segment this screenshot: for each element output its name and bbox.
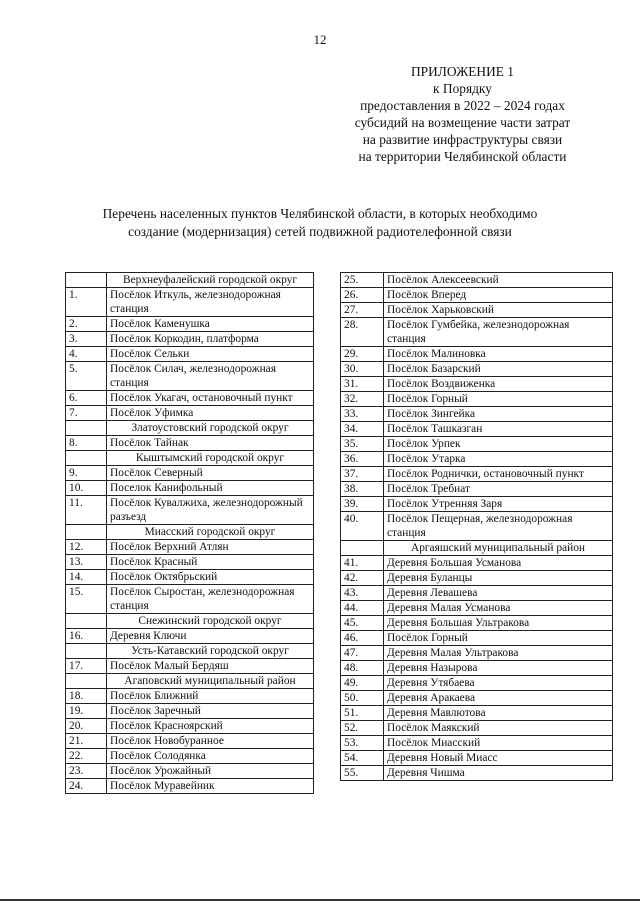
- page-number: 12: [313, 32, 327, 47]
- table-row: [66, 288, 314, 317]
- settlement-name: Посёлок Тайнак: [107, 436, 314, 451]
- table-row: [341, 273, 613, 288]
- settlement-name: Посёлок Пещерная, железнодорожная станция: [384, 512, 613, 541]
- settlement-name: Посёлок Утренняя Заря: [384, 497, 613, 512]
- table-row: [341, 288, 613, 303]
- table-row: [341, 407, 613, 422]
- district-row: [66, 644, 314, 659]
- table-row: [341, 362, 613, 377]
- row-number: 15.: [66, 585, 107, 614]
- settlement-name: Посёлок Гумбейка, железнодорожная станция: [384, 318, 613, 347]
- settlement-name: Деревня Новый Миасс: [384, 751, 613, 766]
- appendix-line: на развитие инфраструктуры связи: [362, 132, 563, 147]
- table-row: [341, 676, 613, 691]
- district-name: Аргаяшский муниципальный район: [384, 541, 613, 556]
- row-number: 42.: [341, 571, 384, 586]
- table-row: [66, 555, 314, 570]
- district-name: Кыштымский городской округ: [107, 451, 314, 466]
- row-number: 41.: [341, 556, 384, 571]
- district-name: Миасский городской округ: [107, 525, 314, 540]
- settlement-name: Посёлок Заречный: [107, 704, 314, 719]
- row-number: 46.: [341, 631, 384, 646]
- settlement-name: Посёлок Коркодин, платформа: [107, 332, 314, 347]
- bottom-rule: [0, 899, 640, 901]
- table-row: [341, 467, 613, 482]
- row-number: 9.: [66, 466, 107, 481]
- row-number: [66, 614, 107, 629]
- row-number: 13.: [66, 555, 107, 570]
- row-number: 55.: [341, 766, 384, 781]
- row-number: 38.: [341, 482, 384, 497]
- settlement-name: Посёлок Верхний Атлян: [107, 540, 314, 555]
- settlement-name: Посёлок Муравейник: [107, 779, 314, 794]
- settlement-name: Деревня Левашева: [384, 586, 613, 601]
- settlement-name: Посёлок Новобуранное: [107, 734, 314, 749]
- table-row: [341, 303, 613, 318]
- row-number: 26.: [341, 288, 384, 303]
- table-row: [341, 452, 613, 467]
- row-number: 36.: [341, 452, 384, 467]
- settlement-name: Деревня Утябаева: [384, 676, 613, 691]
- table-row: [341, 347, 613, 362]
- district-name: Златоустовский городской округ: [107, 421, 314, 436]
- row-number: [66, 451, 107, 466]
- table-row: [341, 601, 613, 616]
- settlement-name: Посёлок Каменушка: [107, 317, 314, 332]
- row-number: 18.: [66, 689, 107, 704]
- settlement-name: Посёлок Сыростан, железнодорожная станция: [107, 585, 314, 614]
- row-number: 6.: [66, 391, 107, 406]
- settlement-name: Посёлок Северный: [107, 466, 314, 481]
- settlement-name: Деревня Буланцы: [384, 571, 613, 586]
- settlement-name: Посёлок Красноярский: [107, 719, 314, 734]
- row-number: 49.: [341, 676, 384, 691]
- row-number: 24.: [66, 779, 107, 794]
- row-number: 10.: [66, 481, 107, 496]
- settlement-name: Посёлок Урожайный: [107, 764, 314, 779]
- table-row: [341, 377, 613, 392]
- row-number: [66, 525, 107, 540]
- row-number: 52.: [341, 721, 384, 736]
- settlement-name: Деревня Мавлютова: [384, 706, 613, 721]
- district-row: [66, 273, 314, 288]
- table-row: [66, 704, 314, 719]
- table-row: [341, 691, 613, 706]
- row-number: 39.: [341, 497, 384, 512]
- row-number: 21.: [66, 734, 107, 749]
- settlement-name: Посёлок Красный: [107, 555, 314, 570]
- table-row: [341, 751, 613, 766]
- row-number: 30.: [341, 362, 384, 377]
- appendix-header: [330, 63, 595, 165]
- document-title-line: Перечень населенных пунктов Челябинской области, в которых необходимо: [102, 206, 538, 221]
- row-number: 3.: [66, 332, 107, 347]
- district-row: [66, 674, 314, 689]
- settlement-name: Деревня Ключи: [107, 629, 314, 644]
- appendix-title: ПРИЛОЖЕНИЕ 1: [411, 64, 514, 79]
- table-row: [66, 749, 314, 764]
- row-number: 37.: [341, 467, 384, 482]
- table-row: [66, 466, 314, 481]
- table-row: [341, 766, 613, 781]
- row-number: 45.: [341, 616, 384, 631]
- row-number: 25.: [341, 273, 384, 288]
- settlement-name: Посёлок Харьковский: [384, 303, 613, 318]
- table-row: [341, 556, 613, 571]
- settlement-name: Посёлок Вперед: [384, 288, 613, 303]
- table-row: [66, 406, 314, 421]
- table-row: [66, 317, 314, 332]
- settlement-name: Посёлок Утарка: [384, 452, 613, 467]
- table-row: [341, 586, 613, 601]
- table-row: [341, 482, 613, 497]
- settlement-name: Посёлок Требиат: [384, 482, 613, 497]
- settlement-name: Посёлок Алексеевский: [384, 273, 613, 288]
- settlement-name: Посёлок Укагач, остановочный пункт: [107, 391, 314, 406]
- row-number: 44.: [341, 601, 384, 616]
- table-row: [66, 496, 314, 525]
- row-number: 34.: [341, 422, 384, 437]
- settlement-name: Деревня Большая Усманова: [384, 556, 613, 571]
- table-row: [66, 734, 314, 749]
- row-number: 1.: [66, 288, 107, 317]
- table-row: [66, 332, 314, 347]
- row-number: [341, 541, 384, 556]
- row-number: 11.: [66, 496, 107, 525]
- table-row: [341, 437, 613, 452]
- row-number: 32.: [341, 392, 384, 407]
- table-row: [341, 616, 613, 631]
- settlement-name: Поселок Канифольный: [107, 481, 314, 496]
- row-number: 16.: [66, 629, 107, 644]
- settlement-name: Посёлок Горный: [384, 392, 613, 407]
- table-row: [66, 391, 314, 406]
- district-name: Агаповский муниципальный район: [107, 674, 314, 689]
- table-row: [341, 318, 613, 347]
- table-row: [66, 779, 314, 794]
- row-number: 28.: [341, 318, 384, 347]
- table-row: [341, 512, 613, 541]
- table-row: [66, 629, 314, 644]
- appendix-line: предоставления в 2022 – 2024 годах: [360, 98, 565, 113]
- district-row: [66, 614, 314, 629]
- settlement-name: Посёлок Урпек: [384, 437, 613, 452]
- table-row: [341, 736, 613, 751]
- row-number: [66, 674, 107, 689]
- table-row: [66, 585, 314, 614]
- row-number: 5.: [66, 362, 107, 391]
- settlement-name: Деревня Аракаева: [384, 691, 613, 706]
- row-number: 22.: [66, 749, 107, 764]
- row-number: 7.: [66, 406, 107, 421]
- row-number: 40.: [341, 512, 384, 541]
- settlement-name: Посёлок Силач, железнодорожная станция: [107, 362, 314, 391]
- row-number: 20.: [66, 719, 107, 734]
- row-number: 12.: [66, 540, 107, 555]
- settlement-name: Посёлок Зингейка: [384, 407, 613, 422]
- settlement-name: Посёлок Кувалжиха, железнодорожный разъезд: [107, 496, 314, 525]
- row-number: 29.: [341, 347, 384, 362]
- table-row: [66, 570, 314, 585]
- settlement-name: Посёлок Базарский: [384, 362, 613, 377]
- row-number: 31.: [341, 377, 384, 392]
- table-row: [341, 392, 613, 407]
- settlements-table-left: [65, 272, 314, 794]
- settlement-name: Деревня Малая Усманова: [384, 601, 613, 616]
- appendix-line: к Порядку: [433, 81, 492, 96]
- table-row: [66, 540, 314, 555]
- settlement-name: Посёлок Иткуль, железнодорожная станция: [107, 288, 314, 317]
- row-number: 50.: [341, 691, 384, 706]
- row-number: 19.: [66, 704, 107, 719]
- settlement-name: Деревня Чишма: [384, 766, 613, 781]
- settlement-name: Посёлок Малый Бердяш: [107, 659, 314, 674]
- table-row: [66, 481, 314, 496]
- settlement-name: Посёлок Сельки: [107, 347, 314, 362]
- row-number: 43.: [341, 586, 384, 601]
- settlement-name: Посёлок Октябрьский: [107, 570, 314, 585]
- district-row: [341, 541, 613, 556]
- row-number: 33.: [341, 407, 384, 422]
- table-row: [66, 659, 314, 674]
- table-row: [66, 689, 314, 704]
- row-number: 14.: [66, 570, 107, 585]
- row-number: 47.: [341, 646, 384, 661]
- table-row: [341, 721, 613, 736]
- document-title-line: создание (модернизация) сетей подвижной радиотелефонной связи: [128, 224, 512, 239]
- row-number: 4.: [66, 347, 107, 362]
- table-row: [341, 706, 613, 721]
- document-title: [40, 205, 600, 241]
- row-number: 53.: [341, 736, 384, 751]
- settlement-name: Посёлок Роднички, остановочный пункт: [384, 467, 613, 482]
- table-row: [66, 436, 314, 451]
- settlement-name: Посёлок Ташказган: [384, 422, 613, 437]
- row-number: 17.: [66, 659, 107, 674]
- settlement-name: Посёлок Солодянка: [107, 749, 314, 764]
- row-number: 8.: [66, 436, 107, 451]
- row-number: 51.: [341, 706, 384, 721]
- row-number: 35.: [341, 437, 384, 452]
- district-row: [66, 421, 314, 436]
- district-row: [66, 451, 314, 466]
- row-number: 23.: [66, 764, 107, 779]
- settlement-name: Посёлок Уфимка: [107, 406, 314, 421]
- table-row: [66, 347, 314, 362]
- table-row: [341, 631, 613, 646]
- row-number: 54.: [341, 751, 384, 766]
- settlement-name: Деревня Большая Ультракова: [384, 616, 613, 631]
- appendix-line: на территории Челябинской области: [358, 149, 567, 164]
- settlement-name: Посёлок Малиновка: [384, 347, 613, 362]
- appendix-line: субсидий на возмещение части затрат: [354, 115, 571, 130]
- row-number: 48.: [341, 661, 384, 676]
- district-name: Верхнеуфалейский городской округ: [107, 273, 314, 288]
- table-row: [341, 497, 613, 512]
- table-row: [341, 646, 613, 661]
- settlement-name: Деревня Назырова: [384, 661, 613, 676]
- table-row: [66, 362, 314, 391]
- table-row: [66, 719, 314, 734]
- settlement-name: Посёлок Миасский: [384, 736, 613, 751]
- row-number: [66, 644, 107, 659]
- settlement-name: Посёлок Воздвиженка: [384, 377, 613, 392]
- table-row: [341, 571, 613, 586]
- district-row: [66, 525, 314, 540]
- settlement-name: Посёлок Горный: [384, 631, 613, 646]
- settlement-name: Посёлок Ближний: [107, 689, 314, 704]
- table-row: [66, 764, 314, 779]
- settlement-name: Деревня Малая Ультракова: [384, 646, 613, 661]
- settlement-name: Посёлок Маякский: [384, 721, 613, 736]
- table-row: [341, 422, 613, 437]
- row-number: 27.: [341, 303, 384, 318]
- settlements-table-right: [340, 272, 613, 781]
- row-number: 2.: [66, 317, 107, 332]
- district-name: Усть-Катавский городской округ: [107, 644, 314, 659]
- district-name: Снежинский городской округ: [107, 614, 314, 629]
- table-row: [341, 661, 613, 676]
- row-number: [66, 421, 107, 436]
- row-number: [66, 273, 107, 288]
